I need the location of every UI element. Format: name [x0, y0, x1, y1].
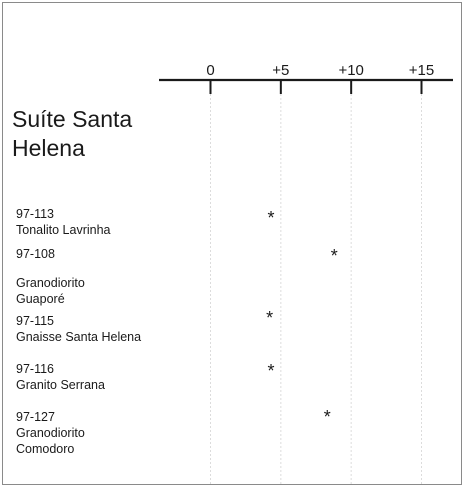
data-point-97-113: *: [267, 208, 275, 228]
chart-title: Suíte Santa Helena: [12, 106, 133, 161]
x-tick-label: +10: [338, 62, 364, 79]
sample-id: 97-113: [16, 207, 54, 221]
chart-plot: [3, 3, 463, 486]
data-point-97-127: *: [323, 407, 331, 427]
sample-id: 97-116: [16, 362, 54, 376]
sample-id: 97-108: [16, 247, 55, 261]
sample-name: Granodiorito Guaporé: [16, 276, 85, 306]
chart-frame: [2, 2, 462, 485]
x-tick-label: +15: [408, 62, 435, 79]
x-tick-label: 0: [206, 62, 215, 79]
data-point-97-108: *: [330, 246, 338, 266]
data-point-97-115: *: [266, 308, 274, 328]
sample-name: Gnaisse Santa Helena: [16, 330, 142, 344]
sample-name: Granito Serrana: [16, 378, 105, 392]
sample-id: 97-115: [16, 314, 54, 328]
x-tick-label: +5: [272, 62, 290, 79]
sample-name: Tonalito Lavrinha: [16, 223, 111, 237]
sample-id: 97-127: [16, 410, 55, 424]
data-point-97-116: *: [267, 361, 275, 381]
sample-name: Granodiorito Comodoro: [16, 426, 85, 456]
